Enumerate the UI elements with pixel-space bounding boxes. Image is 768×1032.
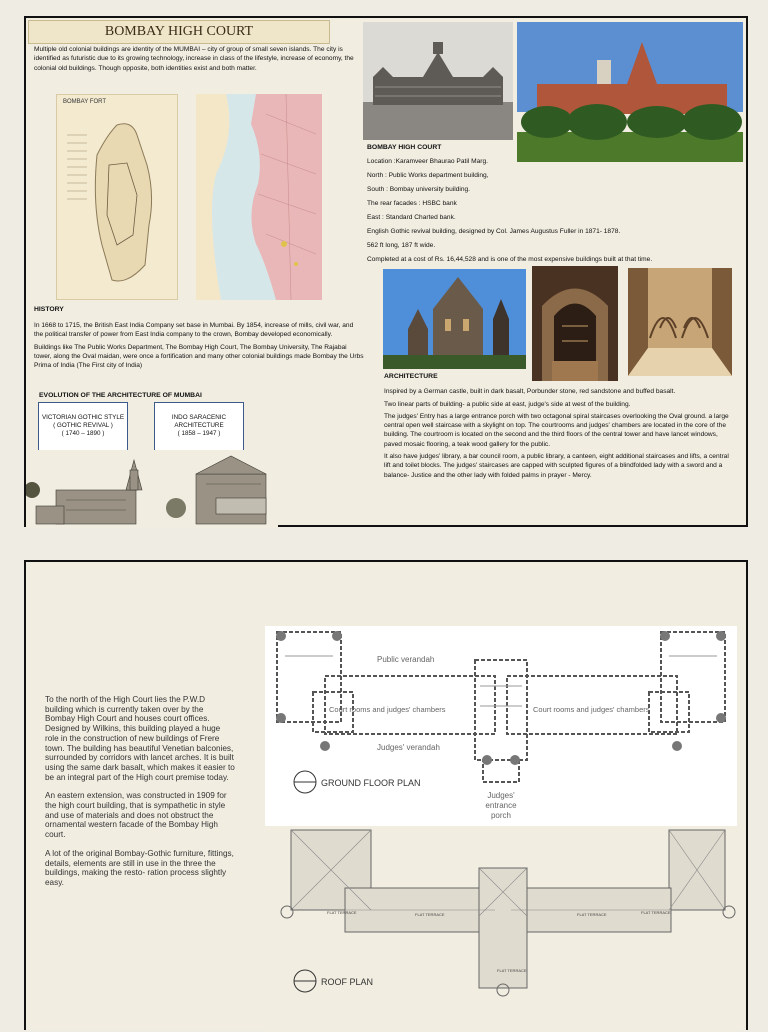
history-text bbox=[34, 321, 364, 373]
bombay-fort-map bbox=[56, 94, 178, 300]
map-caption: BOMBAY FORT bbox=[63, 99, 107, 105]
history-heading: HISTORY bbox=[34, 306, 64, 313]
historic-street-sketch bbox=[26, 450, 278, 528]
flat-terrace-label-2: FLAT TERRACE bbox=[415, 912, 445, 917]
high-court-color-photo bbox=[517, 22, 743, 162]
facts-section bbox=[367, 143, 737, 268]
history-paragraph-2: Buildings like The Public Works Department, The Bombay High Court, The Bombay University, The Rajabai tower, along the Oval maidan, were once a fortification and many other colonial buildings made Bombay the Urbs Prima of India (The First city of India) bbox=[34, 343, 364, 370]
roof-plan bbox=[265, 826, 737, 1032]
fact-designer: English Gothic revival building, designed by Col. James Augustus Fuller in 1871- 1878. bbox=[367, 227, 621, 235]
architecture-paragraph-3: The judges' Entry has a large entrance porch with two octagonal spiral staircases overlooking the Oval ground. a large central open well staircase with a skylight on top. The courtrooms and judges' chambers are located in the core of the building. The courtroom is located on the second and the third floors of the central tower and have lancet windows, paved mosaic flooring, a teak wood gallery for the public. bbox=[384, 412, 729, 448]
arched-corridor-photo bbox=[628, 268, 732, 376]
judges-verandah-label: Judges' verandah bbox=[377, 743, 440, 752]
architecture-paragraph-4: It also have judges' library, a bar council room, a public library, a canteen, eight additional staircases and lifts, a central lift and toilet blocks. The judges' staircases are capped with sculpted figures of a blindfolded lady with a sword and a balance- Justice and the other lady with folded palms in prayer - Mercy. bbox=[384, 453, 729, 479]
public-verandah-label: Public verandah bbox=[377, 655, 435, 664]
ground-floor-plan-label: GROUND FLOOR PLAN bbox=[321, 778, 421, 788]
ground-floor-plan bbox=[265, 626, 737, 826]
staircase-interior-photo bbox=[532, 266, 618, 381]
flat-terrace-label-4: FLAT TERRACE bbox=[641, 910, 671, 915]
history-paragraph-1: In 1668 to 1715, the British East India Company set base in Mumbai. By 1854, increase of mills, civil war, and the political transfer of power from East India company to the crown, Bombay developed economically. bbox=[34, 322, 354, 339]
fact-location: Location :Karamveer Bhaurao Patil Marg. bbox=[367, 158, 488, 166]
evo-right-line-1: INDO SARACENIC bbox=[171, 414, 227, 421]
evo-left-line-2: ( GOTHIC REVIVAL ) bbox=[53, 422, 113, 429]
panel-title: BOMBAY HIGH COURT bbox=[28, 20, 330, 44]
fact-dimensions: 562 ft long, 187 ft wide. bbox=[367, 241, 436, 249]
roof-plan-label: ROOF PLAN bbox=[321, 977, 374, 987]
fact-south: South : Bombay university building. bbox=[367, 186, 470, 194]
pwd-paragraph-2: Designed by Wilkins, this building played a huge role in the construction of new buildings of Frere town. The building has beautiful Venetian balconies, surrounded by corridors with lancet arches. It is built using the same dark basalt, which makes it easier to be an integral part of the High court premise today. bbox=[45, 724, 235, 782]
pwd-building-panel bbox=[24, 560, 748, 1030]
architecture-paragraph-1: Inspired by a German castle, built in dark basalt, Porbunder stone, red sandstone and buffed basalt. bbox=[384, 388, 676, 396]
facts-heading: BOMBAY HIGH COURT bbox=[367, 144, 442, 151]
pwd-paragraph-3: An eastern extension, was constructed in 1909 for the high court building, that is sympathetic in style and use of materials and does not obstruct the ornamental western facade of the Bombay High court. bbox=[45, 791, 227, 840]
court-rooms-left-label: Court rooms and judges' chambers bbox=[329, 705, 446, 714]
evo-right-line-2: ARCHITECTURE bbox=[174, 422, 224, 429]
pwd-paragraph-1: To the north of the High Court lies the P.W.D building which is currently taken over by the Bombay High Court and houses court offices. bbox=[45, 695, 210, 724]
fact-cost: Completed at a cost of Rs. 16,44,528 and is one of the most expensive buildings built at that time. bbox=[367, 255, 653, 263]
evo-left-line-1: VICTORIAN GOTHIC STYLE bbox=[41, 414, 125, 421]
fact-rear: The rear facades : HSBC bank bbox=[367, 199, 457, 207]
pwd-description bbox=[45, 695, 235, 897]
architecture-section bbox=[384, 372, 736, 483]
fact-east: East : Standard Charted bank. bbox=[367, 213, 456, 221]
high-court-old-photo bbox=[363, 22, 513, 140]
court-rooms-right-label: Court rooms and judges' chambers bbox=[533, 705, 650, 714]
evo-left-line-3: ( 1740 – 1890 ) bbox=[61, 430, 105, 437]
intro-text: Multiple old colonial buildings are identity of the MUMBAI – city of group of small seven islands. The city is identified as futuristic due to its growing technology, increase in class of the lifestyle, increase of economy, the colonial old buildings. Though opposite, both identities exist and both matter. bbox=[34, 46, 354, 72]
entrance-label-3: porch bbox=[490, 811, 512, 820]
gothic-tower-photo bbox=[383, 269, 526, 369]
fact-north: North : Public Works department building, bbox=[367, 172, 489, 180]
evolution-heading: EVOLUTION OF THE ARCHITECTURE OF MUMBAI bbox=[39, 392, 202, 399]
flat-terrace-label-3: FLAT TERRACE bbox=[577, 912, 607, 917]
mumbai-city-map bbox=[196, 94, 322, 300]
pwd-paragraph-4: A lot of the original Bombay-Gothic furniture, fittings, details, elements are still in use in the three the buildings, making the resto- ration process slightly easy. bbox=[45, 848, 234, 887]
bombay-high-court-panel bbox=[24, 16, 748, 527]
flat-terrace-label-1: FLAT TERRACE bbox=[327, 910, 357, 915]
architecture-heading: ARCHITECTURE bbox=[384, 373, 438, 380]
evo-right-line-3: ( 1858 – 1947 ) bbox=[177, 430, 221, 437]
entrance-label-1: Judges' bbox=[487, 791, 515, 800]
architecture-paragraph-2: Two linear parts of building- a public side at east, judge's side at west of the building. bbox=[384, 400, 631, 408]
flat-terrace-label-5: FLAT TERRACE bbox=[497, 968, 527, 973]
entrance-label-2: entrance bbox=[485, 801, 517, 810]
